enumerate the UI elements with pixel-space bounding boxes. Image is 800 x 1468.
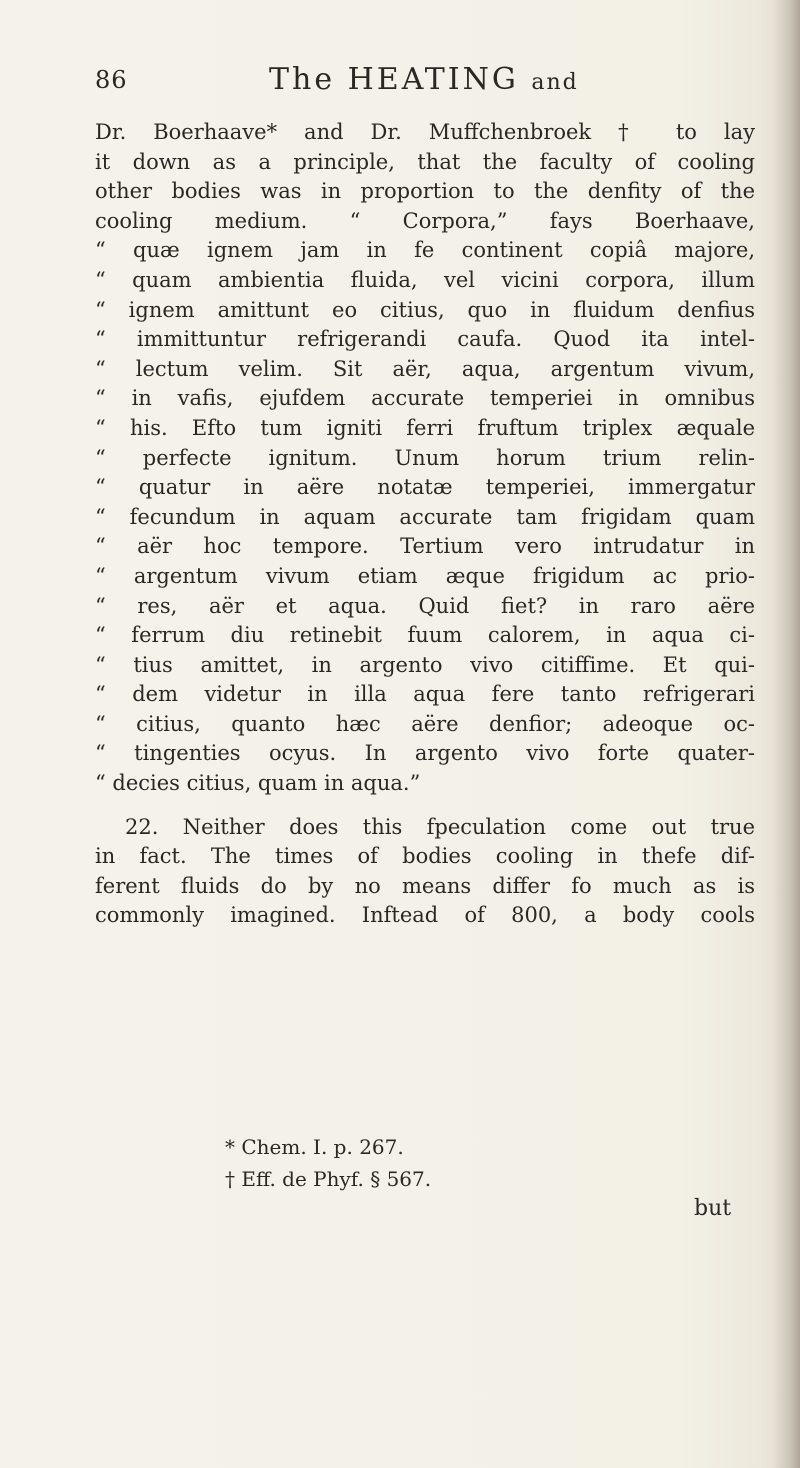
catchword: but [694, 1196, 732, 1221]
footnote: * Chem. I. p. 267. [225, 1135, 404, 1159]
text-line: in fact. The times of bodies cooling in thefe dif- [95, 844, 755, 869]
text-line: “ citius, quanto hæc aëre denfior; adeoque oc- [95, 711, 755, 736]
text-line: “ fecundum in aquam accurate tam frigidam quam [95, 504, 755, 529]
text-line: “ tius amittet, in argento vivo citiffime. Et qui- [95, 652, 755, 677]
text-line: “ dem videtur in illa aqua fere tanto refrigerari [95, 682, 755, 707]
text-line: “ ignem amittunt eo citius, quo in fluidum denfius [95, 297, 755, 322]
text-line: “ quatur in aëre notatæ temperiei, immergatur [95, 475, 755, 500]
running-title [269, 62, 579, 97]
running-header [95, 62, 695, 102]
text-line: ferent fluids do by no means differ fo much as is [95, 873, 755, 898]
text-line: “ quam ambientia fluida, vel vicini corpora, illum [95, 267, 755, 292]
main-text [95, 118, 755, 931]
running-title-main: HEATING [347, 62, 519, 97]
text-line: “ tingenties ocyus. In argento vivo forte quater- [95, 741, 755, 766]
text-line: it down as a principle, that the faculty of cooling [95, 149, 755, 174]
text-line: “ immittuntur refrigerandi caufa. Quod ita intel- [95, 327, 755, 352]
text-line: “ quæ ignem jam in fe continent copiâ majore, [95, 238, 755, 263]
text-line: “ aër hoc tempore. Tertium vero intrudatur in [95, 534, 755, 559]
page-number: 86 [95, 66, 128, 94]
running-title-lead: The [269, 62, 336, 97]
text-line: Dr. Boerhaave* and Dr. Muffchenbroek † to lay [95, 120, 755, 144]
text-line: “ perfecte ignitum. Unum horum trium relin- [95, 445, 755, 470]
text-line: cooling medium. “ Corpora,” fays Boerhaave, [95, 208, 755, 233]
text-line: “ lectum velim. Sit aër, aqua, argentum vivum, [95, 356, 755, 381]
footnote: † Eff. de Phyf. § 567. [225, 1167, 432, 1191]
text-line: “ res, aër et aqua. Quid fiet? in raro aëre [95, 593, 755, 618]
page-edge-shadow [772, 0, 800, 1468]
text-line: commonly imagined. Inftead of 800, a body cools [95, 903, 755, 928]
text-line: “ ferrum diu retinebit fuum calorem, in aqua ci- [95, 623, 755, 648]
text-line: “ in vafis, ejufdem accurate temperiei in omnibus [95, 386, 755, 411]
running-title-tail: and [531, 70, 579, 95]
text-line: “ argentum vivum etiam æque frigidum ac prio- [95, 563, 755, 588]
text-line: “ his. Efto tum igniti ferri fruftum triplex æquale [95, 415, 755, 440]
text-line: other bodies was in proportion to the denfity of the [95, 179, 755, 204]
text-line: “ decies citius, quam in aqua.” [95, 771, 421, 796]
paragraph-first-line: 22. Neither does this fpeculation come out true [125, 814, 755, 839]
